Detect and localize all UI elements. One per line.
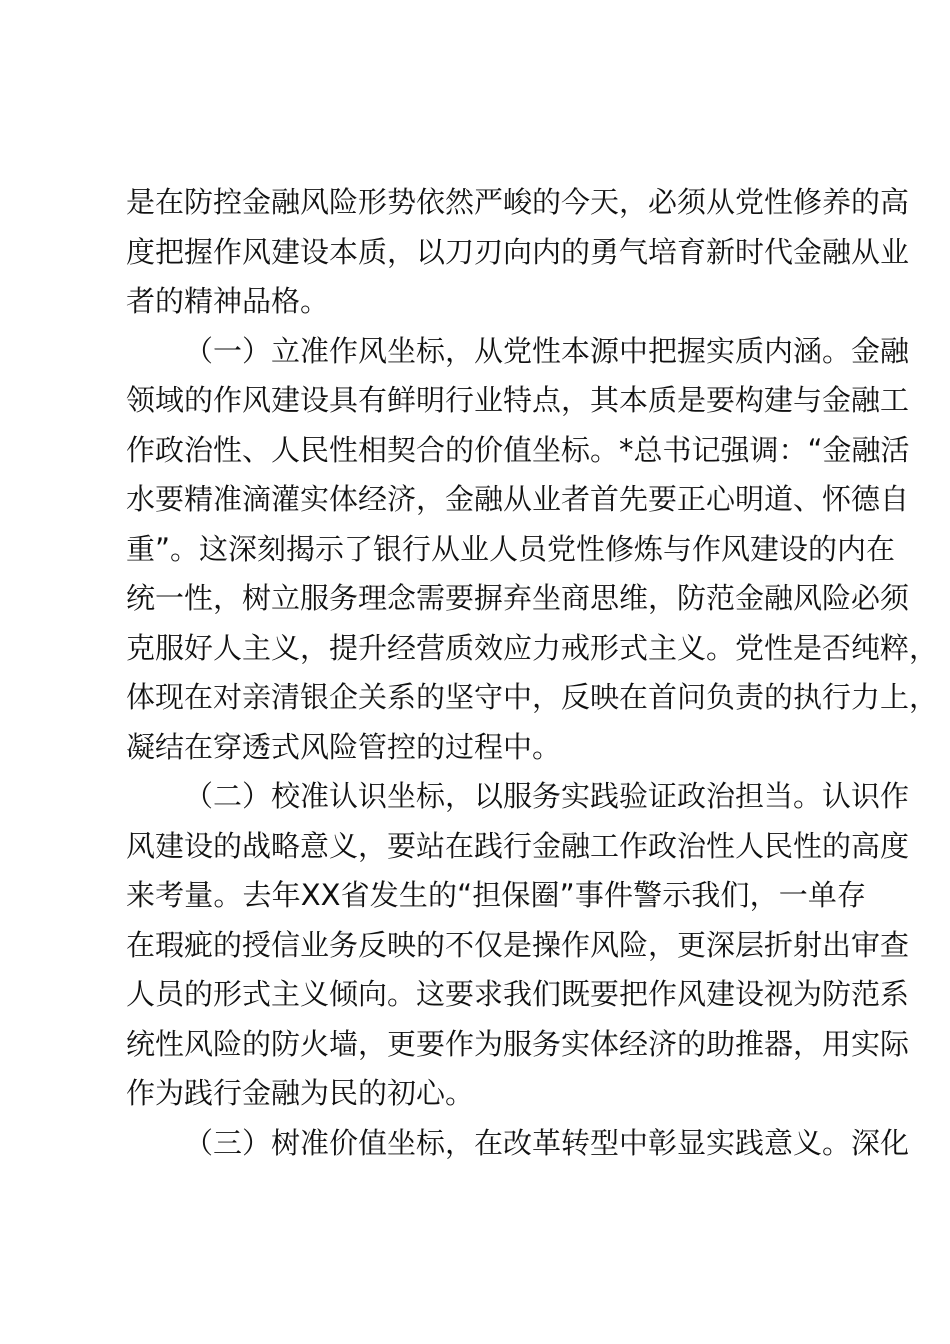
text-line: 度把握作风建设本质，以刀刃向内的勇气培育新时代金融从业: [126, 234, 910, 269]
paragraph-heading-2: （二）校准认识坐标，以服务实践验证政治担当。认识作: [184, 779, 910, 813]
text-line: 风建设的战略意义，要站在践行金融工作政治性人民性的高度: [126, 828, 910, 863]
text-line: 凝结在穿透式风险管控的过程中。: [126, 729, 562, 764]
text-line: 来考量。去年XX省发生的“担保圈”事件警示我们，一单存: [126, 878, 866, 912]
text-line: 是在防控金融风险形势依然严峻的今天，必须从党性修养的高: [126, 185, 910, 219]
text-line: 人员的形式主义倾向。这要求我们既要把作风建设视为防范系: [126, 977, 910, 1011]
text-line: 统一性，树立服务理念需要摒弃坐商思维，防范金融风险必须: [126, 581, 910, 615]
text-line: 作政治性、人民性相契合的价值坐标。*总书记强调：“金融活: [126, 432, 910, 467]
text-line: 在瑕疵的授信业务反映的不仅是操作风险，更深层折射出审查: [126, 927, 910, 962]
text-line: 克服好人主义，提升经营质效应力戒形式主义。党性是否纯粹，: [126, 630, 939, 665]
text-line: 重”。这深刻揭示了银行从业人员党性修炼与作风建设的内在: [126, 531, 896, 566]
paragraph-heading-3: （三）树准价值坐标，在改革转型中彰显实践意义。深化: [184, 1125, 910, 1160]
body-text: [126, 178, 939, 1168]
text-line: 体现在对亲清银企关系的坚守中，反映在首问负责的执行力上，: [126, 680, 939, 714]
text-line: 者的精神品格。: [126, 284, 330, 318]
text-line: 统性风险的防火墙，更要作为服务实体经济的助推器，用实际: [126, 1026, 910, 1061]
text-line: 领域的作风建设具有鲜明行业特点，其本质是要构建与金融工: [126, 383, 910, 417]
paragraph-heading-1: （一）立准作风坐标，从党性本源中把握实质内涵。金融: [184, 333, 910, 368]
text-line: 作为践行金融为民的初心。: [126, 1076, 475, 1110]
text-line: 水要精准滴灌实体经济，金融从业者首先要正心明道、怀德自: [126, 482, 910, 516]
